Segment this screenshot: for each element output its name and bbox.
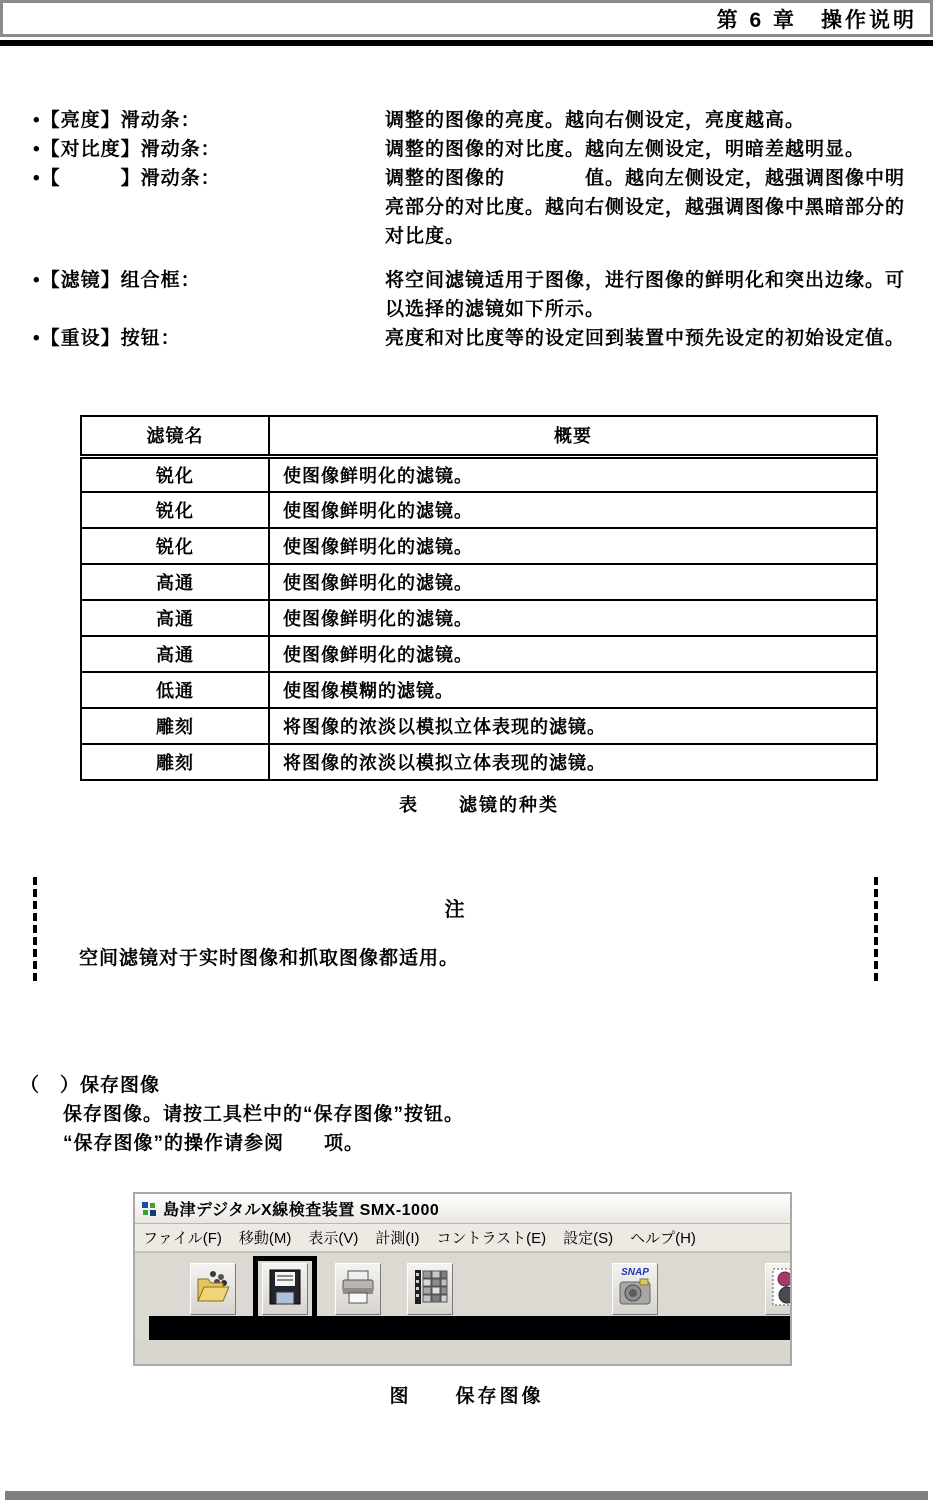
- menu-item-contrast: コントラスト(E): [436, 1230, 547, 1247]
- figure-caption: 图 保存图像: [389, 1386, 544, 1407]
- film-view-button: [407, 1263, 453, 1315]
- table-row: [81, 600, 877, 636]
- snap-camera-icon: [618, 1278, 652, 1311]
- filter-name-cell: 雕刻: [81, 708, 269, 744]
- menu-item-help: ヘルプ(H): [630, 1230, 696, 1247]
- table-row: [81, 492, 877, 528]
- bullet-description: 将空间滤镜适用于图像，进行图像的鲜明化和突出边缘。可以选择的滤镜如下所示。: [385, 270, 906, 320]
- table-row: [81, 564, 877, 600]
- app-screenshot: [133, 1192, 792, 1366]
- film-grid-icon: [411, 1267, 449, 1312]
- chapter-title: 第 6 章 操作说明: [716, 8, 917, 32]
- menu-item-view: 表示(V): [308, 1230, 359, 1247]
- save-image-button: [262, 1263, 308, 1315]
- menu-item-settings: 設定(S): [563, 1230, 614, 1247]
- filter-types-table: [80, 415, 878, 781]
- note-block: [33, 877, 878, 981]
- chapter-header-rule: [0, 40, 933, 46]
- app-menu-bar: [135, 1224, 790, 1253]
- note-text: 空间滤镜对于实时图像和抓取图像都适用。: [79, 948, 460, 969]
- filter-name-cell: 高通: [81, 564, 269, 600]
- filter-name-cell: 高通: [81, 600, 269, 636]
- table-header-row: [81, 416, 877, 456]
- menu-item-file: ファイル(F): [143, 1230, 222, 1247]
- filter-name-cell: 锐化: [81, 492, 269, 528]
- app-icon: [141, 1201, 157, 1217]
- filter-summary-cell: 将图像的浓淡以模拟立体表现的滤镜。: [269, 708, 877, 744]
- slider-bullet-list: [33, 106, 917, 353]
- table-caption: 表 滤镜的种类: [399, 795, 559, 815]
- app-window-title: 島津デジタルX線検査装置 SMX-1000: [163, 1202, 440, 1219]
- menu-item-move: 移動(M): [238, 1230, 292, 1247]
- column-header-filter-name: 滤镜名: [81, 416, 269, 456]
- bullet-item-reset: [33, 324, 917, 353]
- column-header-summary: 概要: [269, 416, 877, 456]
- snap-button: [612, 1263, 658, 1315]
- filter-name-cell: 锐化: [81, 456, 269, 492]
- bullet-description: 调整的图像的亮度。越向右侧设定，亮度越高。: [385, 110, 806, 131]
- app-toolbar: [135, 1253, 790, 1340]
- save-section-heading: （ ）保存图像: [20, 1075, 161, 1096]
- print-button: [335, 1263, 381, 1315]
- filter-name-cell: 低通: [81, 672, 269, 708]
- table-row: [81, 744, 877, 780]
- filter-summary-cell: 使图像鲜明化的滤镜。: [269, 600, 877, 636]
- save-image-section: [20, 1071, 464, 1158]
- save-floppy-icon: [267, 1267, 303, 1312]
- filter-summary-cell: 将图像的浓淡以模拟立体表现的滤镜。: [269, 744, 877, 780]
- spheres-icon: [771, 1267, 792, 1312]
- filter-name-cell: 雕刻: [81, 744, 269, 780]
- filter-name-cell: 高通: [81, 636, 269, 672]
- filter-summary-cell: 使图像模糊的滤镜。: [269, 672, 877, 708]
- bullet-item-filter: [33, 266, 917, 324]
- bullet-label: •【亮度】滑动条：: [33, 110, 201, 131]
- filter-summary-cell: 使图像鲜明化的滤镜。: [269, 528, 877, 564]
- table-row: [81, 528, 877, 564]
- open-folder-icon: [194, 1267, 232, 1312]
- partial-toolbar-button: [765, 1263, 792, 1315]
- note-title: 注: [444, 899, 467, 921]
- bullet-description: 调整的图像的对比度。越向左侧设定，明暗差越明显。: [385, 139, 866, 160]
- filter-summary-cell: 使图像鲜明化的滤镜。: [269, 456, 877, 492]
- bullet-item-brightness: [33, 106, 917, 135]
- bullet-description: 亮度和对比度等的设定回到装置中预先设定的初始设定值。: [385, 328, 906, 349]
- bullet-label: •【重设】按钮：: [33, 328, 181, 349]
- image-area-black-bar: [149, 1316, 790, 1340]
- bullet-label: •【对比度】滑动条：: [33, 139, 221, 160]
- filter-name-cell: 锐化: [81, 528, 269, 564]
- save-section-line1: 保存图像。请按工具栏中的“保存图像”按钮。: [63, 1104, 465, 1125]
- print-icon: [339, 1267, 377, 1312]
- menu-item-measure: 計測(I): [375, 1230, 420, 1247]
- bullet-item-gamma: [33, 164, 917, 251]
- save-section-line2: “保存图像”的操作请参阅 项。: [63, 1133, 365, 1154]
- bullet-label: •【 】滑动条：: [33, 168, 221, 189]
- bullet-item-contrast: [33, 135, 917, 164]
- filter-summary-cell: 使图像鲜明化的滤镜。: [269, 492, 877, 528]
- table-row: [81, 636, 877, 672]
- bullet-description: 调整的图像的 值。越向左侧设定，越强调图像中明亮部分的对比度。越向右侧设定，越强调图像中黑暗部分的对比度。: [385, 168, 906, 247]
- open-image-button: [190, 1263, 236, 1315]
- table-row: [81, 708, 877, 744]
- page-footer-bar: [5, 1491, 928, 1500]
- filter-summary-cell: 使图像鲜明化的滤镜。: [269, 636, 877, 672]
- table-row: [81, 456, 877, 492]
- app-title-bar: [135, 1194, 790, 1224]
- table-row: [81, 672, 877, 708]
- chapter-header-box: [0, 0, 933, 37]
- filter-summary-cell: 使图像鲜明化的滤镜。: [269, 564, 877, 600]
- bullet-label: •【滤镜】组合框：: [33, 270, 201, 291]
- snap-label: SNAP: [621, 1266, 649, 1278]
